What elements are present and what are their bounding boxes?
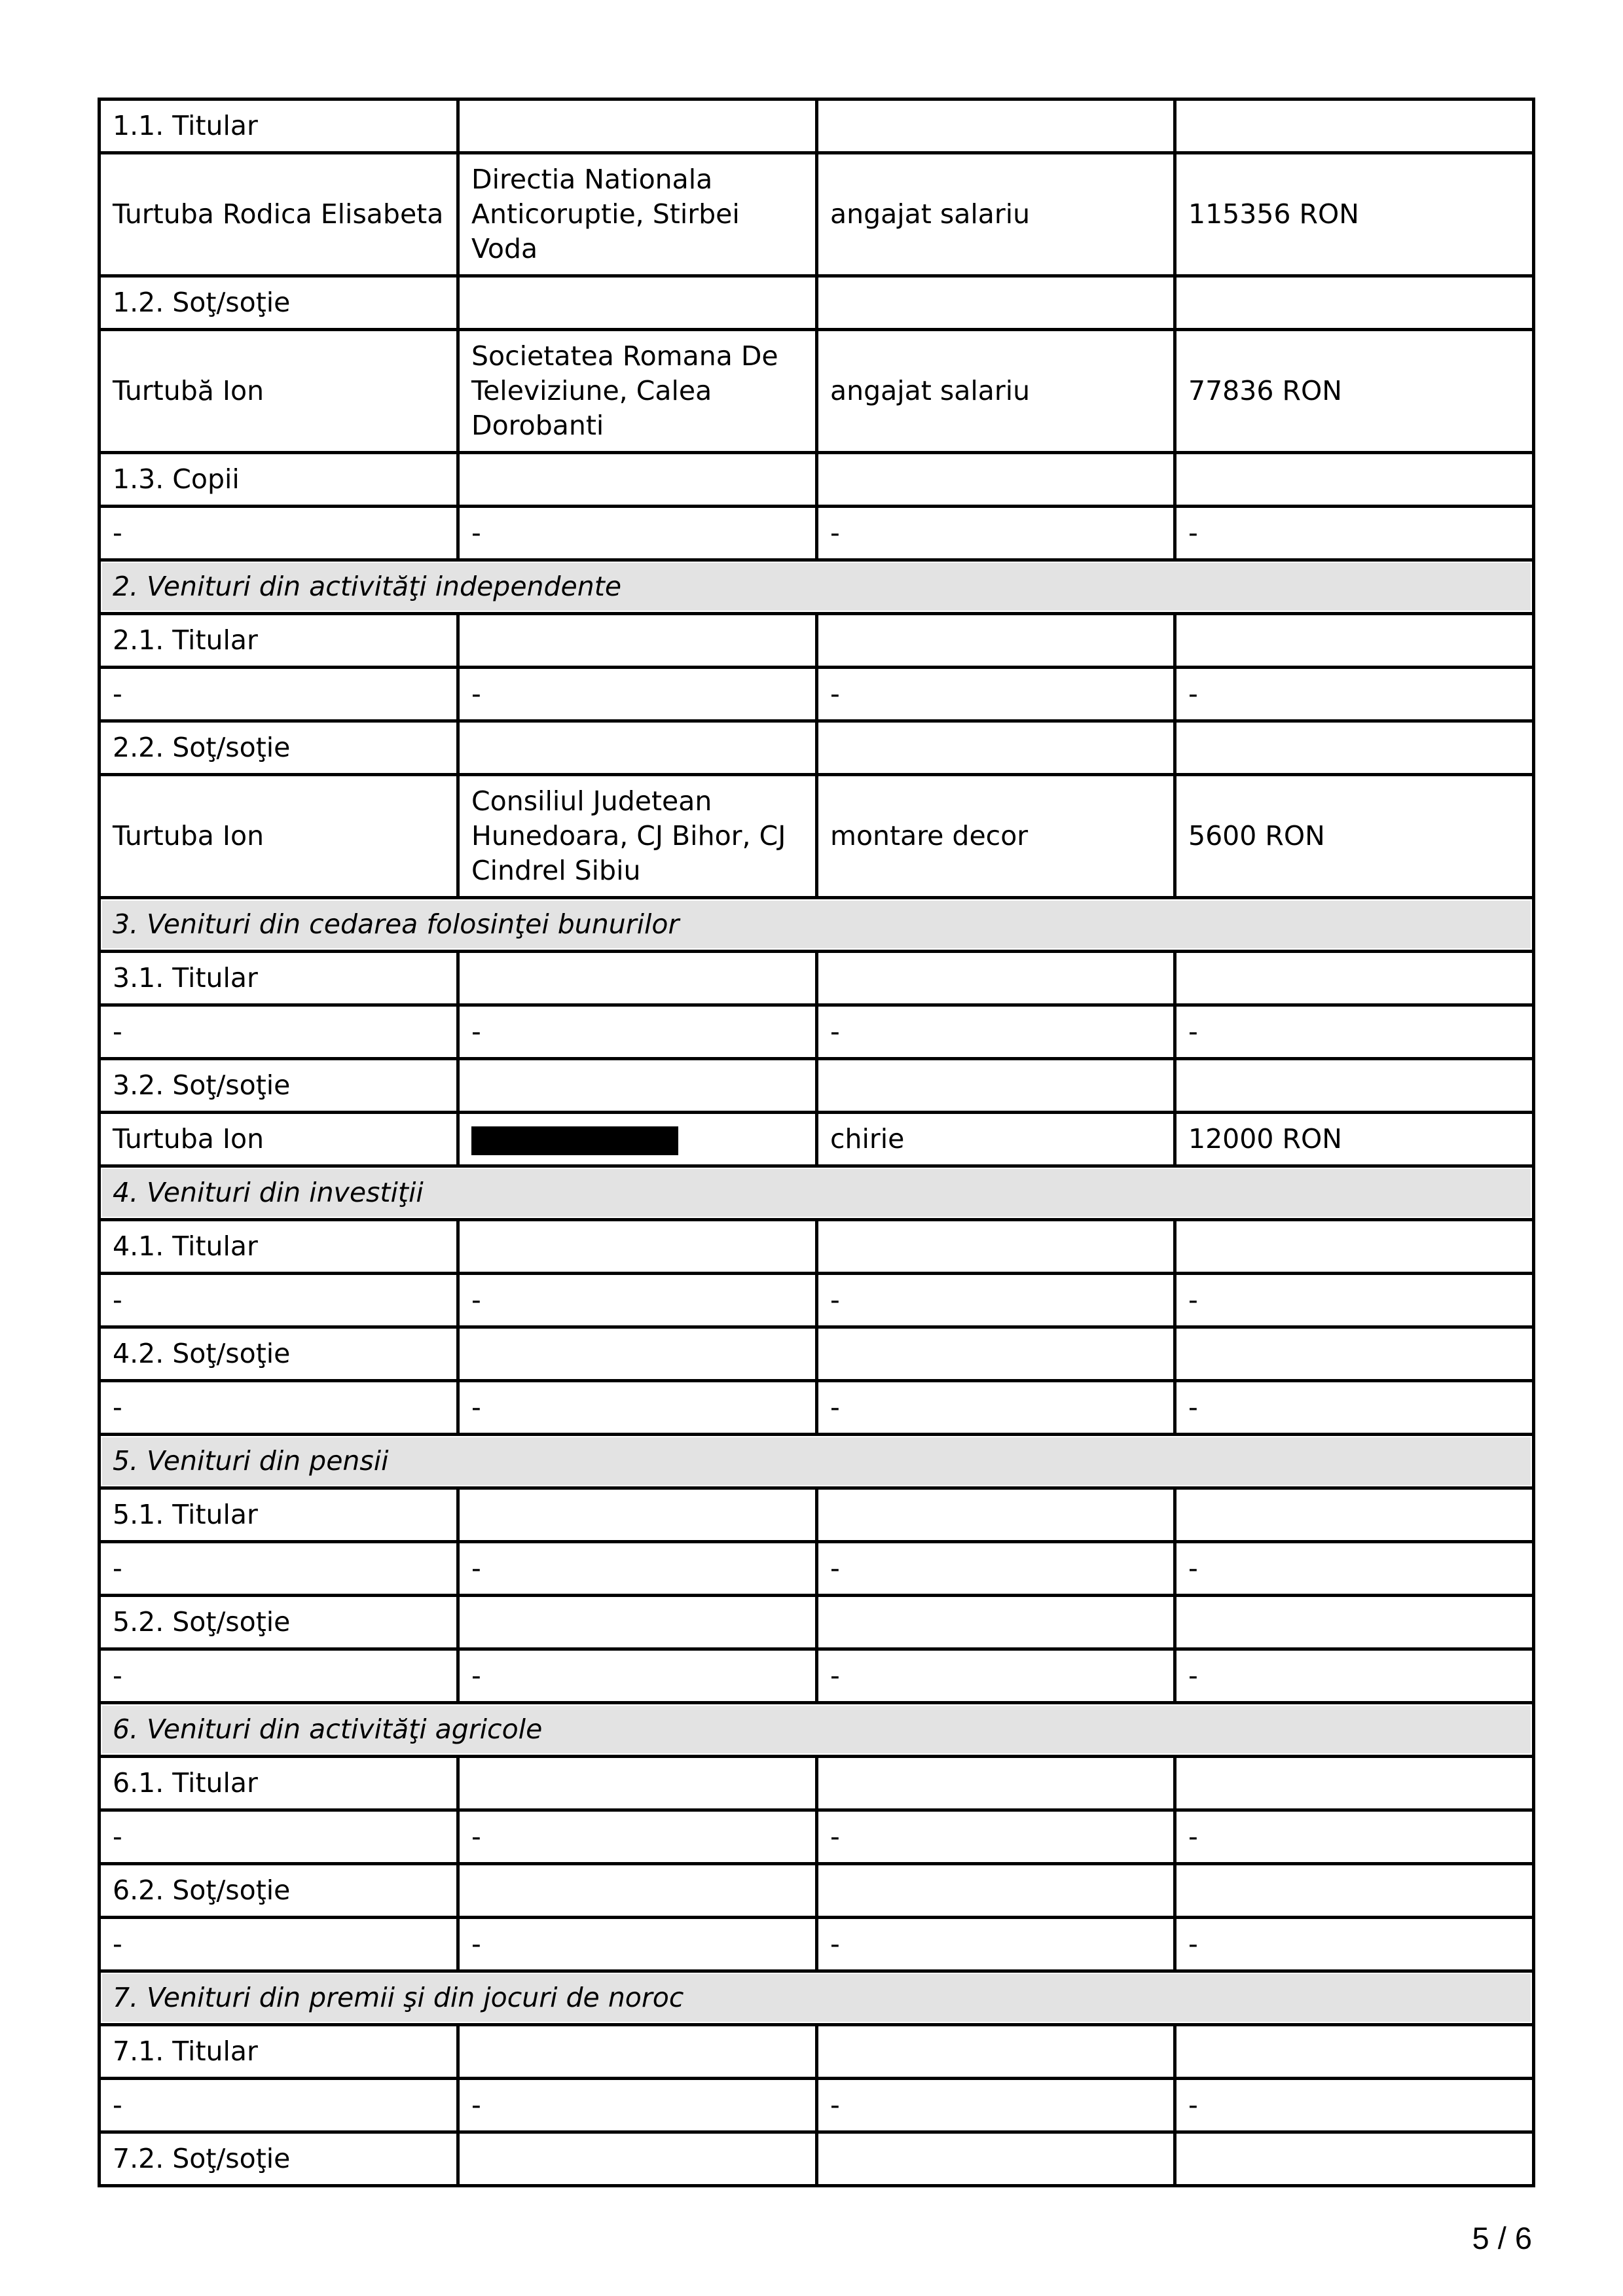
annual-income-cell [1175,1059,1534,1113]
annual-income-cell [1175,614,1534,668]
annual-income-cell [1175,1757,1534,1810]
beneficiary-cell: Turtubă Ion [100,330,458,453]
annual-income-cell [1175,276,1534,330]
income-declaration-table [98,98,1535,2187]
service-cell: - [817,1918,1175,1971]
beneficiary-cell: 3.2. Soţ/soţie [100,1059,458,1113]
beneficiary-cell: - [100,1918,458,1971]
table-row [100,668,1534,721]
income-source-cell: Societatea Romana De Televiziune, Calea Dorobanti [458,330,817,453]
annual-income-cell: 5600 RON [1175,775,1534,898]
income-source-cell [458,1220,817,1274]
service-cell: angajat salariu [817,330,1175,453]
beneficiary-cell: - [100,507,458,560]
income-source-cell [458,2132,817,2186]
table-row [100,2025,1534,2079]
annual-income-cell: - [1175,668,1534,721]
beneficiary-cell: 2.2. Soţ/soţie [100,721,458,775]
income-source-cell: - [458,2079,817,2132]
annual-income-cell: - [1175,1274,1534,1327]
beneficiary-cell: - [100,1381,458,1435]
section-header: 4. Venituri din investiţii [100,1166,1534,1220]
income-source-cell: - [458,1649,817,1703]
beneficiary-cell: - [100,1005,458,1059]
beneficiary-cell: - [100,1649,458,1703]
income-source-cell: - [458,1542,817,1596]
annual-income-cell [1175,1864,1534,1918]
income-source-cell [458,952,817,1005]
table-row [100,153,1534,276]
annual-income-cell: - [1175,1542,1534,1596]
table-row [100,1757,1534,1810]
section-header: 3. Venituri din cedarea folosinţei bunurilor [100,898,1534,952]
annual-income-cell: 115356 RON [1175,153,1534,276]
beneficiary-cell: 1.3. Copii [100,453,458,507]
table-row [100,614,1534,668]
table-row [100,99,1534,153]
beneficiary-cell: 6.1. Titular [100,1757,458,1810]
table-row [100,721,1534,775]
income-source-cell [458,276,817,330]
beneficiary-cell: 7.1. Titular [100,2025,458,2079]
annual-income-cell [1175,952,1534,1005]
table-row [100,1274,1534,1327]
service-cell: montare decor [817,775,1175,898]
annual-income-cell [1175,721,1534,775]
section-header: 5. Venituri din pensii [100,1435,1534,1488]
service-cell [817,952,1175,1005]
section-header-row [100,560,1534,614]
annual-income-cell [1175,99,1534,153]
table-row [100,1059,1534,1113]
annual-income-cell: - [1175,1810,1534,1864]
annual-income-cell: - [1175,507,1534,560]
beneficiary-cell: - [100,1274,458,1327]
table-row [100,1918,1534,1971]
service-cell [817,2132,1175,2186]
annual-income-cell [1175,1327,1534,1381]
beneficiary-cell: 3.1. Titular [100,952,458,1005]
table-row [100,1488,1534,1542]
service-cell: - [817,1810,1175,1864]
annual-income-cell [1175,1220,1534,1274]
section-header-row [100,898,1534,952]
table-row [100,507,1534,560]
annual-income-cell: - [1175,1005,1534,1059]
service-cell: - [817,507,1175,560]
table-row [100,1327,1534,1381]
table-row [100,2079,1534,2132]
income-source-cell: - [458,1274,817,1327]
income-table-body [100,99,1534,2186]
service-cell [817,1327,1175,1381]
annual-income-cell [1175,1488,1534,1542]
table-row [100,1113,1534,1166]
service-cell [817,276,1175,330]
section-header: 2. Venituri din activităţi independente [100,560,1534,614]
income-source-cell: - [458,1918,817,1971]
annual-income-cell: - [1175,2079,1534,2132]
service-cell: - [817,1005,1175,1059]
service-cell [817,1596,1175,1649]
income-source-cell [458,1327,817,1381]
income-source-cell [458,1864,817,1918]
beneficiary-cell: - [100,1542,458,1596]
service-cell [817,1488,1175,1542]
beneficiary-cell: 5.1. Titular [100,1488,458,1542]
income-source-cell [458,2025,817,2079]
section-header-row [100,1703,1534,1757]
table-row [100,1864,1534,1918]
beneficiary-cell: Turtuba Ion [100,1113,458,1166]
beneficiary-cell: 2.1. Titular [100,614,458,668]
income-source-cell [458,721,817,775]
beneficiary-cell: Turtuba Rodica Elisabeta [100,153,458,276]
annual-income-cell: 77836 RON [1175,330,1534,453]
service-cell: - [817,2079,1175,2132]
service-cell [817,2025,1175,2079]
beneficiary-cell: 5.2. Soţ/soţie [100,1596,458,1649]
income-source-cell [458,614,817,668]
table-row [100,1596,1534,1649]
income-source-cell [458,99,817,153]
beneficiary-cell: 6.2. Soţ/soţie [100,1864,458,1918]
table-row [100,1381,1534,1435]
income-source-cell: - [458,668,817,721]
service-cell: - [817,1274,1175,1327]
service-cell: angajat salariu [817,153,1175,276]
table-row [100,1649,1534,1703]
service-cell [817,721,1175,775]
beneficiary-cell: 1.2. Soţ/soţie [100,276,458,330]
service-cell [817,1220,1175,1274]
section-header-row [100,1971,1534,2025]
service-cell: - [817,1381,1175,1435]
beneficiary-cell: Turtuba Ion [100,775,458,898]
annual-income-cell [1175,2132,1534,2186]
beneficiary-cell: 4.2. Soţ/soţie [100,1327,458,1381]
beneficiary-cell: - [100,2079,458,2132]
income-source-cell [458,453,817,507]
service-cell: chirie [817,1113,1175,1166]
section-header: 7. Venituri din premii şi din jocuri de noroc [100,1971,1534,2025]
annual-income-cell: - [1175,1381,1534,1435]
income-source-cell: - [458,1381,817,1435]
service-cell [817,1864,1175,1918]
service-cell: - [817,1542,1175,1596]
income-source-cell [458,1059,817,1113]
annual-income-cell [1175,453,1534,507]
annual-income-cell [1175,1596,1534,1649]
income-source-cell: - [458,507,817,560]
annual-income-cell: 12000 RON [1175,1113,1534,1166]
income-source-cell [458,1596,817,1649]
income-source-cell [458,1488,817,1542]
beneficiary-cell: 1.1. Titular [100,99,458,153]
table-row [100,775,1534,898]
beneficiary-cell: 4.1. Titular [100,1220,458,1274]
service-cell: - [817,1649,1175,1703]
beneficiary-cell: 7.2. Soţ/soţie [100,2132,458,2186]
redaction-block [471,1126,678,1155]
table-row [100,2132,1534,2186]
income-source-cell: - [458,1005,817,1059]
beneficiary-cell: - [100,668,458,721]
section-header: 6. Venituri din activităţi agricole [100,1703,1534,1757]
beneficiary-cell: - [100,1810,458,1864]
annual-income-cell: - [1175,1649,1534,1703]
annual-income-cell: - [1175,1918,1534,1971]
income-source-cell: Consiliul Judetean Hunedoara, CJ Bihor, CJ Cindrel Sibiu [458,775,817,898]
service-cell [817,99,1175,153]
annual-income-cell [1175,2025,1534,2079]
service-cell [817,453,1175,507]
service-cell: - [817,668,1175,721]
table-row [100,952,1534,1005]
table-row [100,1542,1534,1596]
table-row [100,453,1534,507]
income-source-cell: Directia Nationala Anticoruptie, Stirbei Voda [458,153,817,276]
page-number: 5 / 6 [1472,2221,1532,2255]
income-source-cell [458,1113,817,1166]
service-cell [817,1059,1175,1113]
service-cell [817,1757,1175,1810]
section-header-row [100,1166,1534,1220]
income-source-cell [458,1757,817,1810]
table-row [100,330,1534,453]
table-row [100,1220,1534,1274]
service-cell [817,614,1175,668]
section-header-row [100,1435,1534,1488]
income-source-cell: - [458,1810,817,1864]
table-row [100,1005,1534,1059]
table-row [100,276,1534,330]
table-row [100,1810,1534,1864]
